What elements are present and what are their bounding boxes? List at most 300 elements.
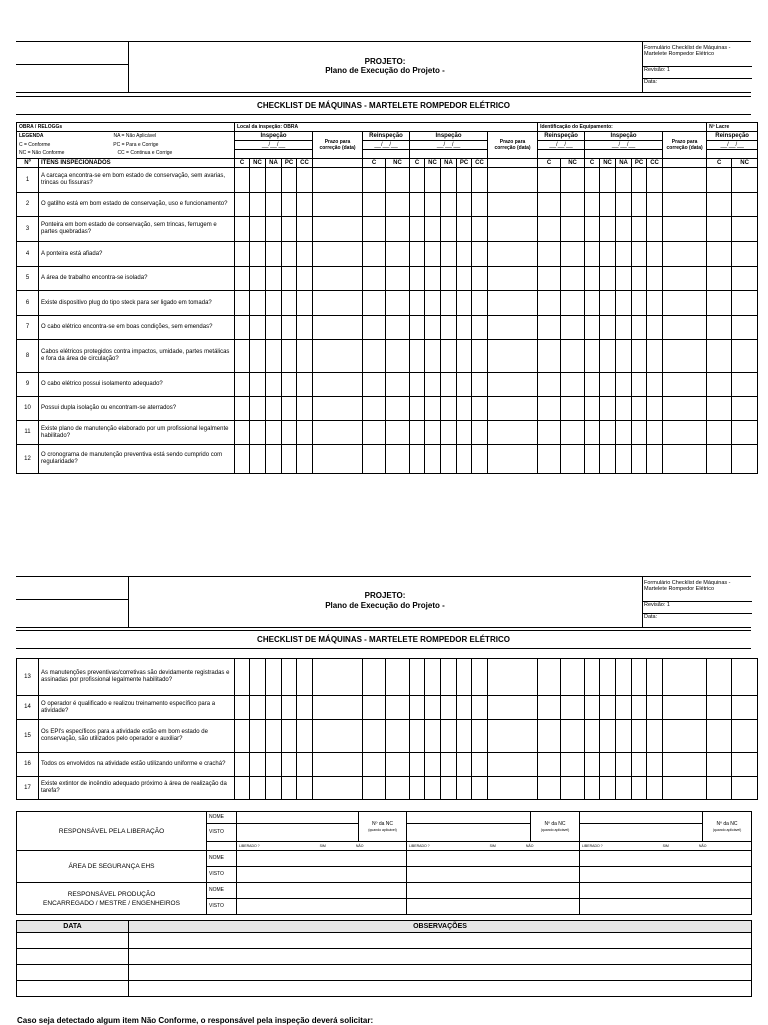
check-cell[interactable] xyxy=(600,753,616,777)
check-cell[interactable] xyxy=(561,720,585,753)
check-cell[interactable] xyxy=(616,445,632,474)
check-cell[interactable] xyxy=(313,777,363,800)
check-cell[interactable] xyxy=(561,168,585,193)
check-cell[interactable] xyxy=(663,421,707,445)
check-cell[interactable] xyxy=(266,267,282,291)
check-cell[interactable] xyxy=(538,397,561,421)
check-cell[interactable] xyxy=(386,168,410,193)
visto-field[interactable] xyxy=(407,867,580,883)
nome-field[interactable] xyxy=(580,851,752,867)
check-cell[interactable] xyxy=(313,753,363,777)
check-cell[interactable] xyxy=(647,720,663,753)
check-cell[interactable] xyxy=(410,777,425,800)
check-cell[interactable] xyxy=(732,753,758,777)
check-cell[interactable] xyxy=(616,242,632,267)
check-cell[interactable] xyxy=(600,193,616,217)
check-cell[interactable] xyxy=(363,720,386,753)
nome-field[interactable] xyxy=(237,812,359,824)
check-cell[interactable] xyxy=(561,291,585,316)
check-cell[interactable] xyxy=(410,753,425,777)
check-cell[interactable] xyxy=(632,291,647,316)
check-cell[interactable] xyxy=(616,168,632,193)
check-cell[interactable] xyxy=(282,720,297,753)
obra-field[interactable]: OBRA / RELOGGs xyxy=(17,123,235,132)
check-cell[interactable] xyxy=(488,316,538,340)
check-cell[interactable] xyxy=(297,242,313,267)
check-cell[interactable] xyxy=(488,267,538,291)
inspection-date-field[interactable]: __/__/__ xyxy=(235,141,313,150)
check-cell[interactable] xyxy=(600,242,616,267)
check-cell[interactable] xyxy=(600,421,616,445)
check-cell[interactable] xyxy=(282,217,297,242)
visto-field[interactable] xyxy=(237,867,407,883)
check-cell[interactable] xyxy=(600,659,616,696)
check-cell[interactable] xyxy=(297,421,313,445)
check-cell[interactable] xyxy=(732,397,758,421)
check-cell[interactable] xyxy=(250,753,266,777)
check-cell[interactable] xyxy=(297,291,313,316)
check-cell[interactable] xyxy=(386,445,410,474)
obs-date-cell[interactable] xyxy=(17,933,129,949)
check-cell[interactable] xyxy=(600,373,616,397)
check-cell[interactable] xyxy=(616,340,632,373)
check-cell[interactable] xyxy=(441,659,457,696)
check-cell[interactable] xyxy=(632,267,647,291)
check-cell[interactable] xyxy=(386,397,410,421)
check-cell[interactable] xyxy=(425,168,441,193)
check-cell[interactable] xyxy=(235,397,250,421)
check-cell[interactable] xyxy=(425,445,441,474)
check-cell[interactable] xyxy=(250,267,266,291)
check-cell[interactable] xyxy=(732,445,758,474)
check-cell[interactable] xyxy=(386,291,410,316)
check-cell[interactable] xyxy=(561,421,585,445)
obs-text-cell[interactable] xyxy=(129,981,752,997)
visto-field[interactable] xyxy=(407,824,531,842)
check-cell[interactable] xyxy=(282,340,297,373)
check-cell[interactable] xyxy=(425,777,441,800)
check-cell[interactable] xyxy=(616,720,632,753)
check-cell[interactable] xyxy=(457,777,472,800)
check-cell[interactable] xyxy=(632,242,647,267)
check-cell[interactable] xyxy=(266,168,282,193)
check-cell[interactable] xyxy=(616,696,632,720)
check-cell[interactable] xyxy=(616,659,632,696)
check-cell[interactable] xyxy=(386,421,410,445)
check-cell[interactable] xyxy=(441,267,457,291)
check-cell[interactable] xyxy=(386,753,410,777)
check-cell[interactable] xyxy=(488,217,538,242)
check-cell[interactable] xyxy=(538,659,561,696)
check-cell[interactable] xyxy=(282,168,297,193)
check-cell[interactable] xyxy=(632,777,647,800)
check-cell[interactable] xyxy=(707,696,732,720)
check-cell[interactable] xyxy=(235,242,250,267)
check-cell[interactable] xyxy=(363,753,386,777)
check-cell[interactable] xyxy=(282,659,297,696)
check-cell[interactable] xyxy=(632,168,647,193)
check-cell[interactable] xyxy=(425,720,441,753)
check-cell[interactable] xyxy=(457,421,472,445)
check-cell[interactable] xyxy=(472,267,488,291)
check-cell[interactable] xyxy=(585,696,600,720)
check-cell[interactable] xyxy=(663,217,707,242)
check-cell[interactable] xyxy=(561,373,585,397)
check-cell[interactable] xyxy=(297,777,313,800)
check-cell[interactable] xyxy=(616,397,632,421)
check-cell[interactable] xyxy=(647,421,663,445)
check-cell[interactable] xyxy=(632,316,647,340)
check-cell[interactable] xyxy=(457,193,472,217)
check-cell[interactable] xyxy=(441,340,457,373)
check-cell[interactable] xyxy=(297,445,313,474)
check-cell[interactable] xyxy=(282,267,297,291)
check-cell[interactable] xyxy=(488,168,538,193)
check-cell[interactable] xyxy=(647,659,663,696)
check-cell[interactable] xyxy=(663,397,707,421)
check-cell[interactable] xyxy=(585,397,600,421)
check-cell[interactable] xyxy=(250,421,266,445)
check-cell[interactable] xyxy=(363,659,386,696)
check-cell[interactable] xyxy=(600,445,616,474)
check-cell[interactable] xyxy=(647,168,663,193)
check-cell[interactable] xyxy=(663,373,707,397)
check-cell[interactable] xyxy=(386,193,410,217)
check-cell[interactable] xyxy=(585,242,600,267)
check-cell[interactable] xyxy=(363,291,386,316)
check-cell[interactable] xyxy=(707,193,732,217)
check-cell[interactable] xyxy=(632,753,647,777)
check-cell[interactable] xyxy=(386,373,410,397)
check-cell[interactable] xyxy=(600,217,616,242)
check-cell[interactable] xyxy=(538,291,561,316)
check-cell[interactable] xyxy=(561,777,585,800)
check-cell[interactable] xyxy=(282,696,297,720)
check-cell[interactable] xyxy=(457,291,472,316)
check-cell[interactable] xyxy=(616,267,632,291)
liberado-row[interactable]: LIBERADO ? SIM NÃO xyxy=(237,842,407,851)
check-cell[interactable] xyxy=(235,445,250,474)
check-cell[interactable] xyxy=(488,340,538,373)
check-cell[interactable] xyxy=(647,217,663,242)
nome-field[interactable] xyxy=(580,812,703,824)
check-cell[interactable] xyxy=(585,777,600,800)
check-cell[interactable] xyxy=(585,753,600,777)
check-cell[interactable] xyxy=(363,217,386,242)
check-cell[interactable] xyxy=(363,193,386,217)
check-cell[interactable] xyxy=(732,696,758,720)
check-cell[interactable] xyxy=(250,168,266,193)
check-cell[interactable] xyxy=(363,397,386,421)
check-cell[interactable] xyxy=(410,373,425,397)
check-cell[interactable] xyxy=(297,720,313,753)
obs-text-cell[interactable] xyxy=(129,933,752,949)
check-cell[interactable] xyxy=(707,753,732,777)
check-cell[interactable] xyxy=(425,421,441,445)
check-cell[interactable] xyxy=(235,753,250,777)
check-cell[interactable] xyxy=(488,777,538,800)
check-cell[interactable] xyxy=(250,217,266,242)
check-cell[interactable] xyxy=(313,659,363,696)
check-cell[interactable] xyxy=(616,217,632,242)
visto-field[interactable] xyxy=(580,824,703,842)
check-cell[interactable] xyxy=(707,421,732,445)
check-cell[interactable] xyxy=(410,720,425,753)
check-cell[interactable] xyxy=(250,193,266,217)
check-cell[interactable] xyxy=(663,445,707,474)
check-cell[interactable] xyxy=(585,373,600,397)
check-cell[interactable] xyxy=(585,217,600,242)
check-cell[interactable] xyxy=(707,217,732,242)
check-cell[interactable] xyxy=(441,720,457,753)
check-cell[interactable] xyxy=(250,659,266,696)
check-cell[interactable] xyxy=(425,340,441,373)
check-cell[interactable] xyxy=(235,373,250,397)
check-cell[interactable] xyxy=(297,316,313,340)
check-cell[interactable] xyxy=(538,267,561,291)
check-cell[interactable] xyxy=(266,291,282,316)
check-cell[interactable] xyxy=(472,397,488,421)
check-cell[interactable] xyxy=(425,267,441,291)
check-cell[interactable] xyxy=(297,696,313,720)
check-cell[interactable] xyxy=(538,316,561,340)
check-cell[interactable] xyxy=(425,242,441,267)
check-cell[interactable] xyxy=(707,445,732,474)
check-cell[interactable] xyxy=(488,421,538,445)
check-cell[interactable] xyxy=(616,373,632,397)
check-cell[interactable] xyxy=(386,777,410,800)
local-field[interactable]: Local da inspeção: OBRA xyxy=(235,123,538,132)
check-cell[interactable] xyxy=(425,316,441,340)
check-cell[interactable] xyxy=(538,753,561,777)
check-cell[interactable] xyxy=(616,777,632,800)
nome-field[interactable] xyxy=(237,883,407,899)
check-cell[interactable] xyxy=(732,267,758,291)
check-cell[interactable] xyxy=(663,696,707,720)
lacre-field[interactable]: Nº Lacre xyxy=(707,123,758,132)
check-cell[interactable] xyxy=(441,421,457,445)
check-cell[interactable] xyxy=(410,168,425,193)
check-cell[interactable] xyxy=(313,316,363,340)
check-cell[interactable] xyxy=(707,397,732,421)
check-cell[interactable] xyxy=(538,373,561,397)
check-cell[interactable] xyxy=(472,753,488,777)
check-cell[interactable] xyxy=(235,421,250,445)
check-cell[interactable] xyxy=(363,777,386,800)
check-cell[interactable] xyxy=(266,777,282,800)
obs-date-cell[interactable] xyxy=(17,949,129,965)
check-cell[interactable] xyxy=(561,696,585,720)
reinspection-date-field[interactable]: __/__/__ xyxy=(363,141,410,150)
check-cell[interactable] xyxy=(363,316,386,340)
visto-field[interactable] xyxy=(407,899,580,915)
check-cell[interactable] xyxy=(363,696,386,720)
check-cell[interactable] xyxy=(457,217,472,242)
check-cell[interactable] xyxy=(616,421,632,445)
check-cell[interactable] xyxy=(707,168,732,193)
check-cell[interactable] xyxy=(600,316,616,340)
check-cell[interactable] xyxy=(632,397,647,421)
check-cell[interactable] xyxy=(250,397,266,421)
check-cell[interactable] xyxy=(647,445,663,474)
check-cell[interactable] xyxy=(600,696,616,720)
check-cell[interactable] xyxy=(297,217,313,242)
check-cell[interactable] xyxy=(732,316,758,340)
obs-text-cell[interactable] xyxy=(129,949,752,965)
check-cell[interactable] xyxy=(732,168,758,193)
check-cell[interactable] xyxy=(386,696,410,720)
check-cell[interactable] xyxy=(647,316,663,340)
check-cell[interactable] xyxy=(410,242,425,267)
check-cell[interactable] xyxy=(441,168,457,193)
check-cell[interactable] xyxy=(561,659,585,696)
check-cell[interactable] xyxy=(632,696,647,720)
check-cell[interactable] xyxy=(266,445,282,474)
check-cell[interactable] xyxy=(472,242,488,267)
check-cell[interactable] xyxy=(585,291,600,316)
check-cell[interactable] xyxy=(266,421,282,445)
check-cell[interactable] xyxy=(732,659,758,696)
check-cell[interactable] xyxy=(282,397,297,421)
check-cell[interactable] xyxy=(235,217,250,242)
check-cell[interactable] xyxy=(732,720,758,753)
check-cell[interactable] xyxy=(297,397,313,421)
check-cell[interactable] xyxy=(732,421,758,445)
check-cell[interactable] xyxy=(410,421,425,445)
visto-field[interactable] xyxy=(580,867,752,883)
check-cell[interactable] xyxy=(441,217,457,242)
check-cell[interactable] xyxy=(616,291,632,316)
check-cell[interactable] xyxy=(250,720,266,753)
check-cell[interactable] xyxy=(282,242,297,267)
visto-field[interactable] xyxy=(237,899,407,915)
check-cell[interactable] xyxy=(386,659,410,696)
check-cell[interactable] xyxy=(647,193,663,217)
check-cell[interactable] xyxy=(386,316,410,340)
check-cell[interactable] xyxy=(282,291,297,316)
nome-field[interactable] xyxy=(407,851,580,867)
check-cell[interactable] xyxy=(250,316,266,340)
check-cell[interactable] xyxy=(600,267,616,291)
check-cell[interactable] xyxy=(561,193,585,217)
check-cell[interactable] xyxy=(313,696,363,720)
check-cell[interactable] xyxy=(632,373,647,397)
check-cell[interactable] xyxy=(663,267,707,291)
check-cell[interactable] xyxy=(538,168,561,193)
check-cell[interactable] xyxy=(386,217,410,242)
check-cell[interactable] xyxy=(647,242,663,267)
check-cell[interactable] xyxy=(266,316,282,340)
check-cell[interactable] xyxy=(457,445,472,474)
check-cell[interactable] xyxy=(585,445,600,474)
check-cell[interactable] xyxy=(707,340,732,373)
check-cell[interactable] xyxy=(472,373,488,397)
check-cell[interactable] xyxy=(472,217,488,242)
check-cell[interactable] xyxy=(410,217,425,242)
check-cell[interactable] xyxy=(472,445,488,474)
check-cell[interactable] xyxy=(707,373,732,397)
check-cell[interactable] xyxy=(561,316,585,340)
check-cell[interactable] xyxy=(585,193,600,217)
check-cell[interactable] xyxy=(707,242,732,267)
check-cell[interactable] xyxy=(488,291,538,316)
check-cell[interactable] xyxy=(585,659,600,696)
check-cell[interactable] xyxy=(441,373,457,397)
check-cell[interactable] xyxy=(425,397,441,421)
check-cell[interactable] xyxy=(425,291,441,316)
check-cell[interactable] xyxy=(363,421,386,445)
check-cell[interactable] xyxy=(235,340,250,373)
check-cell[interactable] xyxy=(488,193,538,217)
check-cell[interactable] xyxy=(561,267,585,291)
check-cell[interactable] xyxy=(457,753,472,777)
check-cell[interactable] xyxy=(235,168,250,193)
check-cell[interactable] xyxy=(472,193,488,217)
check-cell[interactable] xyxy=(647,753,663,777)
check-cell[interactable] xyxy=(313,445,363,474)
check-cell[interactable] xyxy=(488,242,538,267)
check-cell[interactable] xyxy=(488,696,538,720)
check-cell[interactable] xyxy=(457,316,472,340)
check-cell[interactable] xyxy=(707,720,732,753)
check-cell[interactable] xyxy=(647,373,663,397)
check-cell[interactable] xyxy=(585,720,600,753)
check-cell[interactable] xyxy=(472,421,488,445)
check-cell[interactable] xyxy=(616,753,632,777)
check-cell[interactable] xyxy=(410,445,425,474)
check-cell[interactable] xyxy=(250,696,266,720)
check-cell[interactable] xyxy=(313,168,363,193)
check-cell[interactable] xyxy=(282,316,297,340)
check-cell[interactable] xyxy=(313,340,363,373)
check-cell[interactable] xyxy=(647,777,663,800)
check-cell[interactable] xyxy=(441,696,457,720)
check-cell[interactable] xyxy=(297,168,313,193)
check-cell[interactable] xyxy=(457,373,472,397)
check-cell[interactable] xyxy=(538,696,561,720)
check-cell[interactable] xyxy=(488,659,538,696)
nome-field[interactable] xyxy=(237,851,407,867)
check-cell[interactable] xyxy=(732,291,758,316)
check-cell[interactable] xyxy=(488,373,538,397)
check-cell[interactable] xyxy=(632,445,647,474)
check-cell[interactable] xyxy=(297,340,313,373)
check-cell[interactable] xyxy=(266,659,282,696)
check-cell[interactable] xyxy=(585,421,600,445)
check-cell[interactable] xyxy=(235,777,250,800)
check-cell[interactable] xyxy=(266,696,282,720)
check-cell[interactable] xyxy=(647,397,663,421)
check-cell[interactable] xyxy=(632,720,647,753)
check-cell[interactable] xyxy=(472,777,488,800)
check-cell[interactable] xyxy=(235,267,250,291)
check-cell[interactable] xyxy=(707,267,732,291)
check-cell[interactable] xyxy=(616,316,632,340)
check-cell[interactable] xyxy=(663,720,707,753)
check-cell[interactable] xyxy=(425,696,441,720)
equip-id-field[interactable]: Identificação do Equipamento: xyxy=(538,123,707,132)
check-cell[interactable] xyxy=(663,659,707,696)
check-cell[interactable] xyxy=(472,340,488,373)
check-cell[interactable] xyxy=(707,659,732,696)
check-cell[interactable] xyxy=(282,753,297,777)
obs-date-cell[interactable] xyxy=(17,981,129,997)
check-cell[interactable] xyxy=(488,397,538,421)
check-cell[interactable] xyxy=(425,193,441,217)
check-cell[interactable] xyxy=(386,242,410,267)
check-cell[interactable] xyxy=(250,242,266,267)
check-cell[interactable] xyxy=(235,291,250,316)
